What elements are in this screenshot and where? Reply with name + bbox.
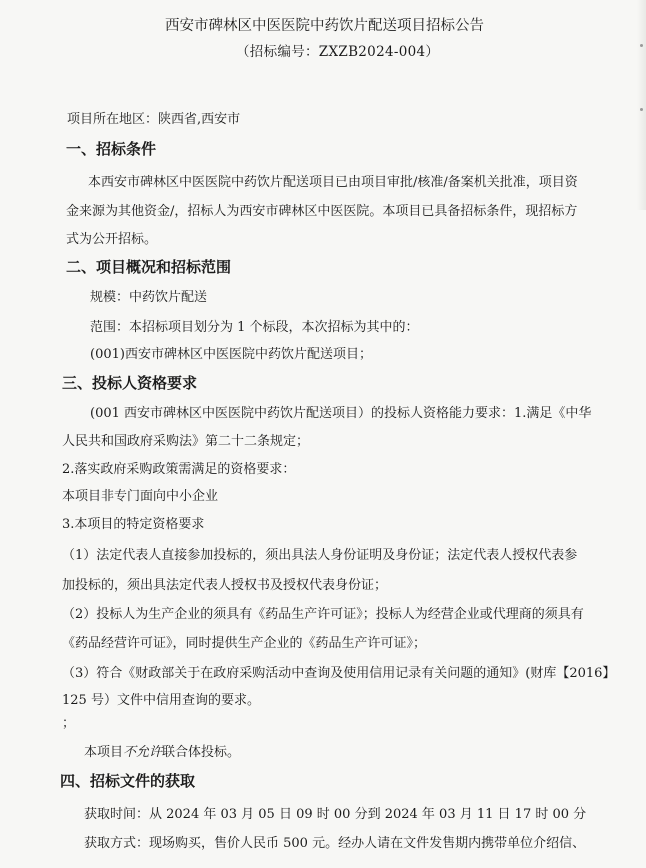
qualification-line: 加投标的，须出具法定代表人授权书及授权代表身份证； [62, 578, 388, 593]
qualification-line: 本项目非专门面向中小企业 [62, 489, 219, 504]
tender-number: （招标编号：ZXZB2024-004） [236, 44, 440, 60]
section2-heading: 二、项目概况和招标范围 [66, 258, 232, 276]
consortium-suffix: 联合体投标。 [162, 745, 241, 760]
qualification-line: 3.本项目的特定资格要求 [62, 517, 205, 532]
section3-heading: 三、投标人资格要求 [62, 374, 198, 392]
section1-line: 金来源为其他资金/，招标人为西安市碑林区中医医院。本项目已具备招标条件，现招标方 [66, 204, 578, 219]
qualification-line: (001 西安市碑林区中医医院中药饮片配送项目）的投标人资格能力要求：1.满足《中华 [90, 406, 592, 421]
section1-heading: 一、招标条件 [66, 140, 157, 158]
project-region: 项目所在地区：陕西省,西安市 [67, 112, 241, 127]
qualification-line: 《药品经营许可证》，同时提供生产企业的《药品生产许可证》； [62, 636, 427, 651]
consortium-emphasis: 不允许 [123, 745, 163, 760]
section1-line: 本西安市碑林区中医医院中药饮片配送项目已由项目审批/核准/备案机关批准，项目资 [88, 175, 578, 190]
qualification-line: 125 号）文件中信用查询的要求。 [62, 693, 260, 708]
qualification-line: （2）投标人为生产企业的须具有《药品生产许可证》；投标人为经营企业或代理商的须具有 [62, 607, 584, 622]
section1-line: 式为公开招标。 [66, 232, 158, 247]
scan-speck [640, 108, 643, 111]
consortium-statement [84, 745, 240, 761]
section4-heading: 四、招标文件的获取 [60, 772, 196, 790]
scan-speck [640, 44, 643, 47]
acquisition-time: 获取时间：从 2024 年 03 月 05 日 09 时 00 分到 2024 年 03 月 11 日 17 时 00 分 [84, 807, 587, 822]
consortium-prefix: 本项目 [84, 745, 124, 760]
project-lot: (001)西安市碑林区中医医院中药饮片配送项目； [90, 347, 372, 362]
qualification-line: 2.落实政府采购政策需满足的资格要求： [62, 462, 296, 477]
project-scale: 规模：中药饮片配送 [90, 290, 208, 305]
scan-edge-shadow [637, 0, 646, 210]
project-scope: 范围：本招标项目划分为 1 个标段，本次招标为其中的： [90, 320, 419, 335]
acquisition-method: 获取方式：现场购买，售价人民币 500 元。经办人请在文件发售期内携带单位介绍信、 [84, 836, 586, 851]
qualification-line: 人民共和国政府采购法》第二十二条规定； [62, 434, 310, 449]
qualification-line: ； [62, 716, 76, 731]
qualification-line: （3）符合《财政部关于在政府采购活动中查询及使用信用记录有关问题的通知》(财库【2016】 [62, 666, 616, 681]
document-title: 西安市碑林区中医医院中药饮片配送项目招标公告 [165, 18, 484, 34]
qualification-line: （1）法定代表人直接参加投标的，须出具法人身份证明及身份证；法定代表人授权代表参 [62, 548, 578, 563]
